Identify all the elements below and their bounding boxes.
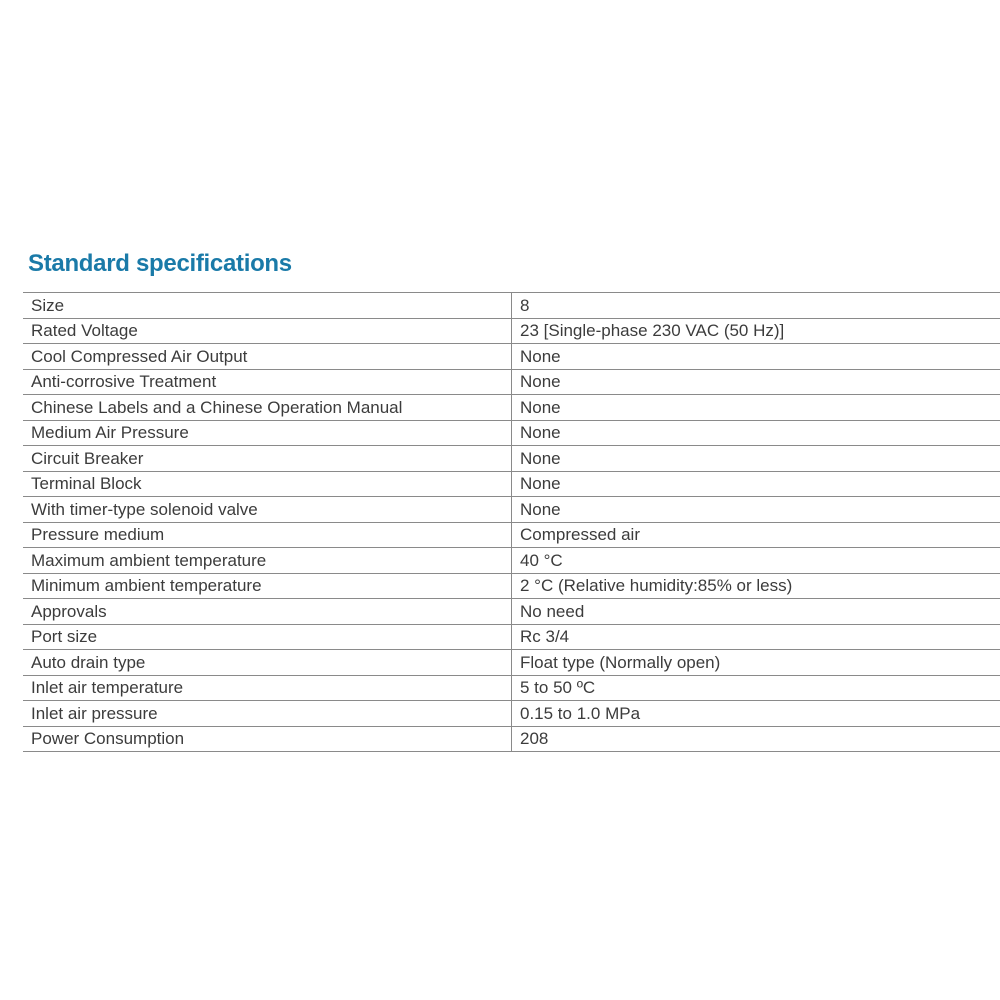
spec-value: 5 to 50 ºC <box>512 675 1000 701</box>
spec-value: Compressed air <box>512 522 1000 548</box>
spec-label: Approvals <box>23 599 512 625</box>
table-row <box>23 548 1000 574</box>
spec-value: None <box>512 420 1000 446</box>
spec-label: Inlet air pressure <box>23 701 512 727</box>
spec-value: 0.15 to 1.0 MPa <box>512 701 1000 727</box>
spec-label: Maximum ambient temperature <box>23 548 512 574</box>
table-row <box>23 446 1000 472</box>
table-row <box>23 675 1000 701</box>
table-row <box>23 701 1000 727</box>
table-row <box>23 420 1000 446</box>
table-row <box>23 471 1000 497</box>
spec-value: 40 °C <box>512 548 1000 574</box>
spec-value: No need <box>512 599 1000 625</box>
table-row <box>23 624 1000 650</box>
spec-value: None <box>512 497 1000 523</box>
table-row <box>23 522 1000 548</box>
spec-value: 23 [Single-phase 230 VAC (50 Hz)] <box>512 318 1000 344</box>
spec-label: Pressure medium <box>23 522 512 548</box>
spec-label: Rated Voltage <box>23 318 512 344</box>
spec-table <box>23 292 1000 752</box>
table-row <box>23 650 1000 676</box>
spec-value: None <box>512 446 1000 472</box>
table-row <box>23 599 1000 625</box>
spec-label: Inlet air temperature <box>23 675 512 701</box>
spec-value: None <box>512 471 1000 497</box>
spec-label: Port size <box>23 624 512 650</box>
table-row <box>23 497 1000 523</box>
spec-value: 208 <box>512 726 1000 752</box>
table-row <box>23 369 1000 395</box>
spec-table-body <box>23 293 1000 752</box>
spec-label: Chinese Labels and a Chinese Operation Manual <box>23 395 512 421</box>
table-row <box>23 726 1000 752</box>
spec-label: Size <box>23 293 512 319</box>
spec-value: None <box>512 395 1000 421</box>
table-row <box>23 573 1000 599</box>
spec-value: None <box>512 369 1000 395</box>
table-row <box>23 293 1000 319</box>
table-row <box>23 395 1000 421</box>
spec-label: Terminal Block <box>23 471 512 497</box>
spec-value: 2 °C (Relative humidity:85% or less) <box>512 573 1000 599</box>
spec-value: Float type (Normally open) <box>512 650 1000 676</box>
spec-label: Minimum ambient temperature <box>23 573 512 599</box>
spec-label: Medium Air Pressure <box>23 420 512 446</box>
spec-label: Anti-corrosive Treatment <box>23 369 512 395</box>
spec-value: 8 <box>512 293 1000 319</box>
spec-label: Cool Compressed Air Output <box>23 344 512 370</box>
spec-label: With timer-type solenoid valve <box>23 497 512 523</box>
table-row <box>23 318 1000 344</box>
table-row <box>23 344 1000 370</box>
page-title: Standard specifications <box>28 250 292 277</box>
spec-value: None <box>512 344 1000 370</box>
spec-label: Circuit Breaker <box>23 446 512 472</box>
spec-value: Rc 3/4 <box>512 624 1000 650</box>
spec-label: Auto drain type <box>23 650 512 676</box>
spec-label: Power Consumption <box>23 726 512 752</box>
